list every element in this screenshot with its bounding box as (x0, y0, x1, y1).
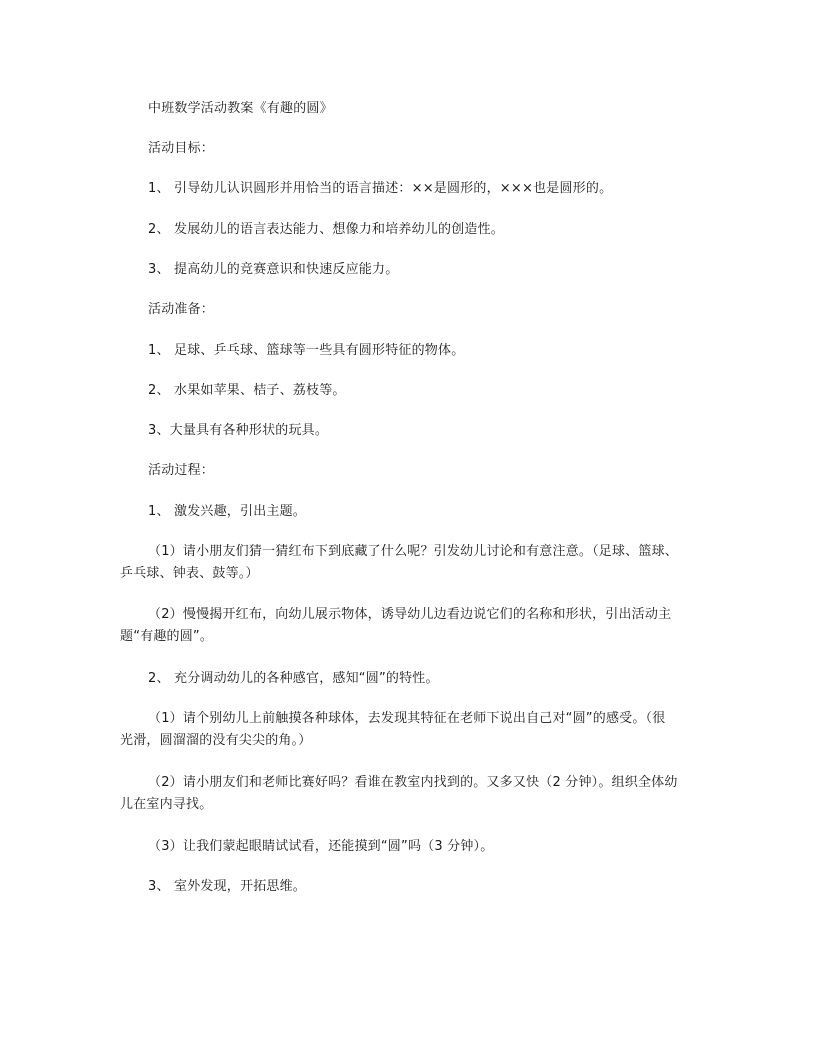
process-substep (120, 708, 700, 752)
substep-line: （2）请小朋友们和老师比赛好吗？看谁在教室内找到的。又多又快（2 分钟）。组织全体幼 (148, 775, 678, 790)
section-heading-prep: 活动准备： (148, 302, 215, 317)
substep-line: 乒乓球、钟表、鼓等。） (120, 566, 259, 581)
document-title: 中班数学活动教案《有趣的圆》 (148, 101, 333, 116)
substep-line: （1）请个别幼儿上前触摸各种球体，去发现其特征在老师下说出自己对“圆”的感受。（很 (148, 711, 666, 726)
process-substep (120, 772, 700, 816)
section-heading-process: 活动过程： (148, 463, 215, 478)
process-substep (120, 604, 700, 648)
goal-item: 3、 提高幼儿的竞赛意识和快速反应能力。 (148, 262, 399, 277)
substep-line: 光滑，圆溜溜的没有尖尖的角。） (120, 733, 312, 748)
process-substep: （3）让我们蒙起眼睛试试看，还能摸到“圆”吗（3 分钟）。 (148, 839, 494, 854)
goal-item: 1、 引导幼儿认识圆形并用恰当的语言描述：××是圆形的，×××也是圆形的。 (148, 181, 613, 196)
substep-line: （2）慢慢揭开红布，向幼儿展示物体，诱导幼儿边看边说它们的名称和形状，引出活动主 (148, 607, 672, 622)
prep-item: 3、大量具有各种形状的玩具。 (148, 423, 329, 438)
substep-line: 题“有趣的圆”。 (120, 629, 214, 644)
substep-line: 儿在室内寻找。 (120, 797, 213, 812)
process-step: 1、 激发兴趣，引出主题。 (148, 504, 307, 519)
process-substep (120, 541, 700, 585)
section-heading-goals: 活动目标： (148, 141, 215, 156)
prep-item: 2、 水果如苹果、桔子、荔枝等。 (148, 383, 346, 398)
prep-item: 1、 足球、乒乓球、篮球等一些具有圆形特征的物体。 (148, 343, 465, 358)
substep-line: （1）请小朋友们猜一猜红布下到底藏了什么呢？引发幼儿讨论和有意注意。（足球、篮球、 (148, 544, 678, 559)
process-step: 3、 室外发现，开拓思维。 (148, 879, 307, 894)
process-step: 2、 充分调动幼儿的各种感官，感知“圆”的特性。 (148, 671, 439, 686)
goal-item: 2、 发展幼儿的语言表达能力、想像力和培养幼儿的创造性。 (148, 222, 505, 237)
